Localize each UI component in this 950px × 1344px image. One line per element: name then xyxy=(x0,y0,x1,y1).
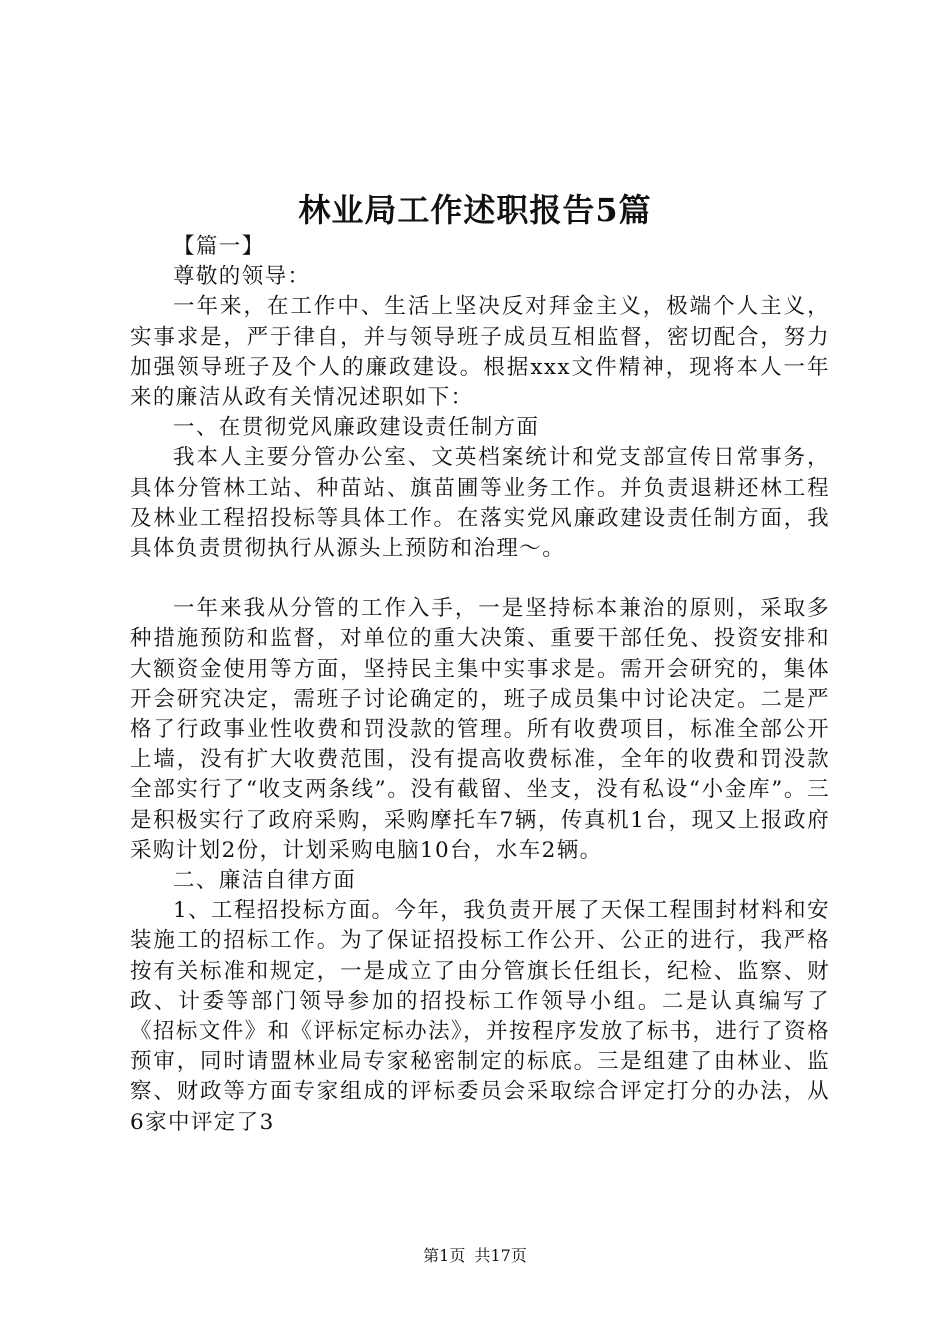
subsection-heading: 一、在贯彻党风廉政建设责任制方面 xyxy=(173,415,540,441)
salutation: 尊敬的领导： xyxy=(173,264,311,290)
page-total: 共17页 xyxy=(474,1246,527,1265)
body-paragraph: 我本人主要分管办公室、文英档案统计和党支部宣传日常事务，具体分管林工站、种苗站、旗苗圃等业务工作。并负责退耕还林工程及林业工程招投标等具体工作。在落实党风廉政建设责任制方面，我具体负责贯彻执行从源头上预防和治理～。 xyxy=(130,445,830,562)
page-number: 第1页 xyxy=(423,1246,466,1265)
document-title: 林业局工作述职报告5篇 xyxy=(298,191,652,229)
document-body xyxy=(130,232,830,1138)
body-paragraph: 1、工程招投标方面。今年，我负责开展了天保工程围封材料和安装施工的招标工作。为了保证招投标工作公开、公正的进行，我严格按有关标准和规定，一是成立了由分管旗长任组长，纪检、监察、财政、计委等部门领导参加的招投标工作领导小组。二是认真编写了《招标文件》和《评标定标办法》，并按程序发放了标书，进行了资格预审，同时请盟林业局专家秘密制定的标底。三是组建了由林业、监察、财政等方面专家组成的评标委员会采取综合评定打分的办法，从6家中评定了3 xyxy=(130,898,830,1135)
body-paragraph: 一年来我从分管的工作入手，一是坚持标本兼治的原则，采取多种措施预防和监督，对单位的重大决策、重要干部任免、投资安排和大额资金使用等方面，坚持民主集中实事求是。需开会研究的，集体开会研究决定，需班子讨论确定的，班子成员集中讨论决定。二是严格了行政事业性收费和罚没款的管理。所有收费项目，标准全部公开上墙，没有扩大收费范围，没有提高收费标准，全年的收费和罚没款全部实行了“收支两条线”。没有截留、坐支，没有私设“小金库”。三是积极实行了政府采购，采购摩托车7辆，传真机1台，现又上报政府采购计划2份，计划采购电脑10台，水车2辆。 xyxy=(130,596,830,863)
body-paragraph: 一年来，在工作中、生活上坚决反对拜金主义，极端个人主义，实事求是，严于律自，并与领导班子成员互相监督，密切配合，努力加强领导班子及个人的廉政建设。根据xxx文件精神，现将本人一年来的廉洁从政有关情况述职如下： xyxy=(130,294,830,411)
page-footer xyxy=(0,1244,950,1268)
section-heading: 【篇一】 xyxy=(173,234,265,259)
subsection-heading: 二、廉洁自律方面 xyxy=(173,868,357,894)
